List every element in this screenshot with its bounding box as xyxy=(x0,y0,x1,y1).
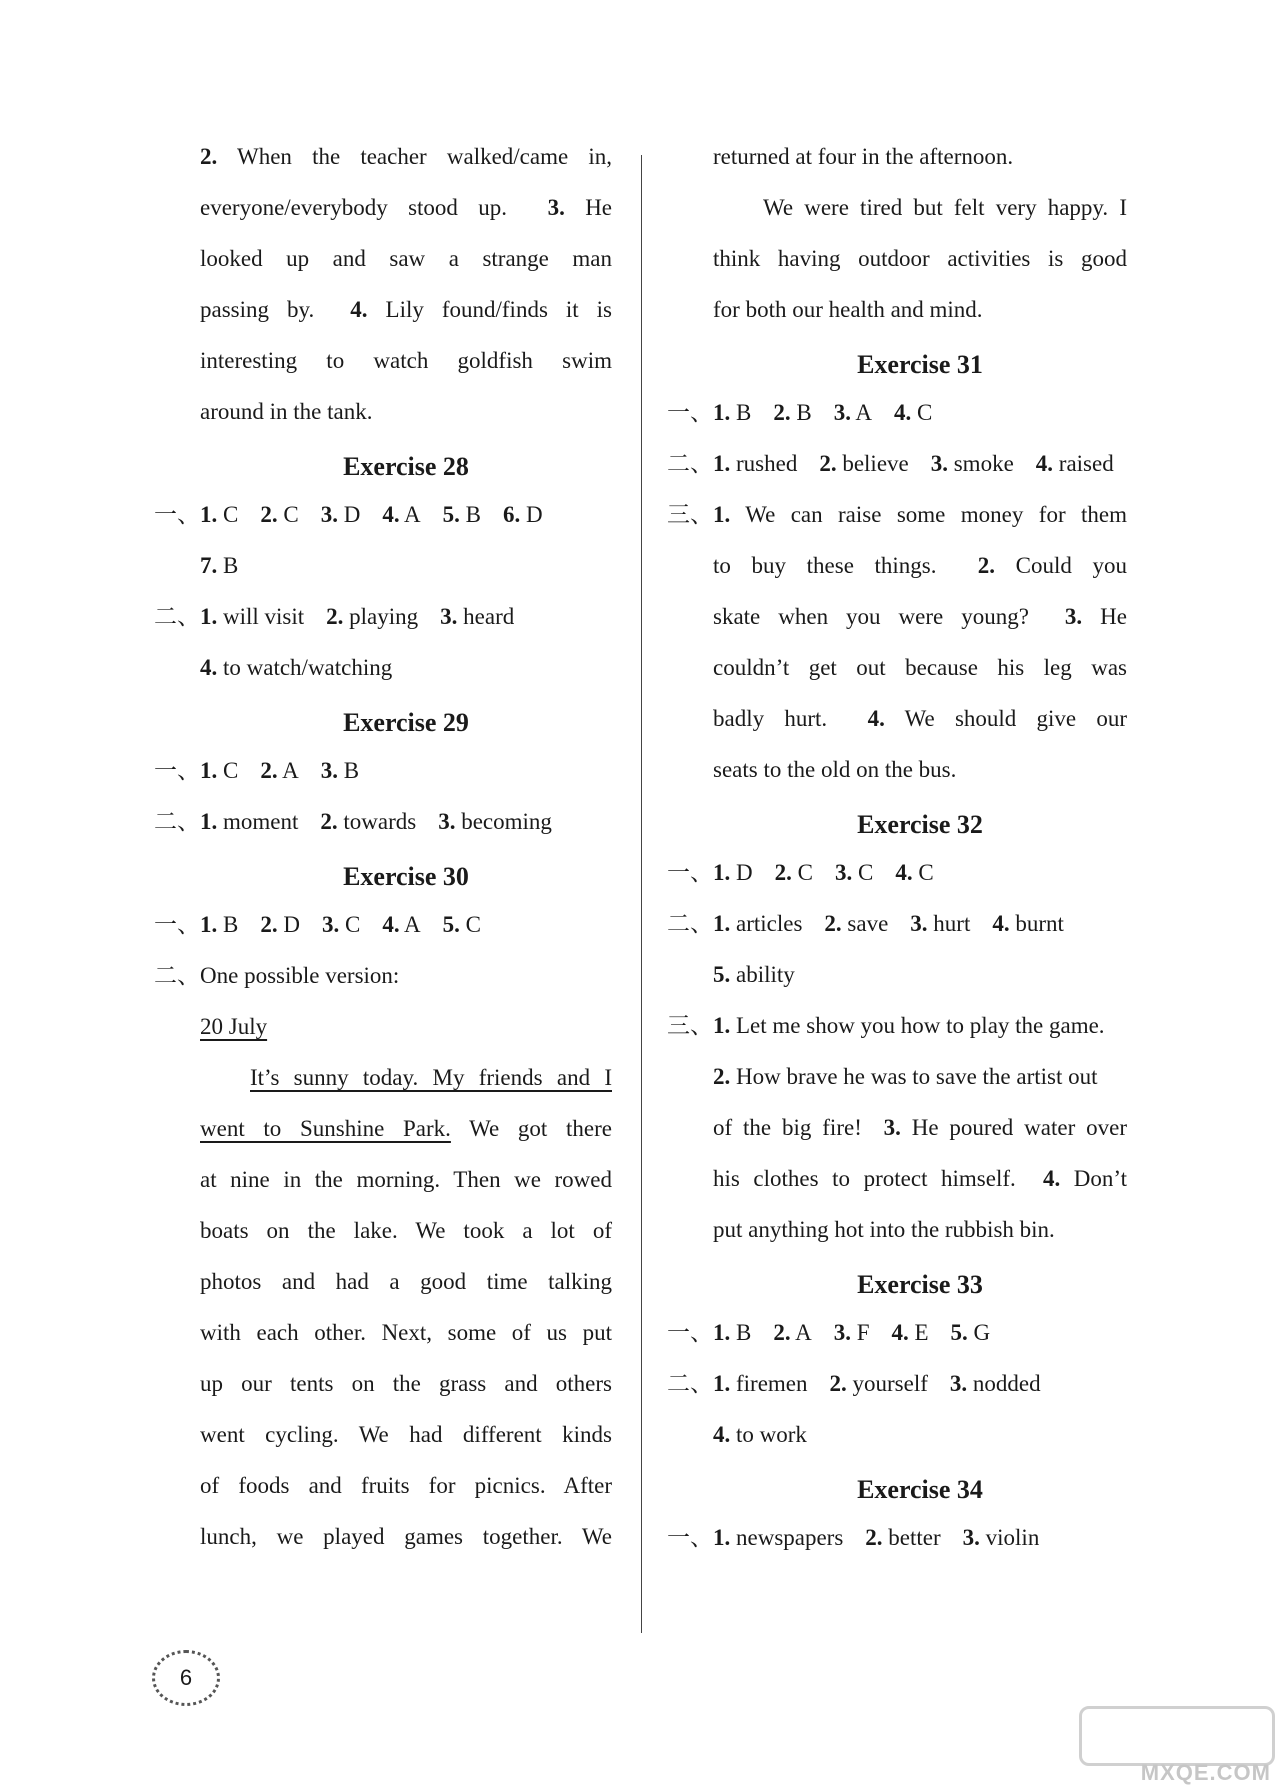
exercise-heading: Exercise 28 xyxy=(343,452,469,481)
text-line: 2. When the teacher walked/came in, xyxy=(200,144,612,169)
section-bullet: 二、 xyxy=(667,911,713,936)
section-bullet: 二、 xyxy=(154,963,200,988)
answer-row: 二、 1. firemen 2. yourself 3. nodded xyxy=(713,1358,1127,1409)
essay-line: with each other. Next, some of us put xyxy=(200,1320,612,1345)
answer-row: 7. B xyxy=(200,553,239,578)
answer-row: 一、 1. C 2. C 3. D 4. A 5. B 6. D xyxy=(200,489,612,540)
essay-line: went cycling. We had different kinds xyxy=(200,1422,612,1447)
section-bullet: 一、 xyxy=(154,912,200,937)
section-bullet: 二、 xyxy=(154,604,200,629)
right-column xyxy=(667,131,1128,1563)
exercise-heading: Exercise 31 xyxy=(857,350,983,379)
essay-line: of foods and fruits for picnics. After xyxy=(200,1473,612,1498)
answer-row: 5. ability xyxy=(713,962,795,987)
answer-line: 三、 1. Let me show you how to play the game. xyxy=(713,1000,1127,1051)
section-bullet: 二、 xyxy=(154,809,200,834)
answer-row: 二、 1. rushed 2. believe 3. smoke 4. raised xyxy=(713,438,1127,489)
section-bullet: 三、 xyxy=(667,502,713,527)
essay-line: for both our health and mind. xyxy=(713,297,983,322)
exercise-heading: Exercise 34 xyxy=(857,1475,983,1504)
section-bullet: 一、 xyxy=(154,758,200,783)
left-column xyxy=(154,131,613,1562)
essay-line: boats on the lake. We took a lot of xyxy=(200,1218,612,1243)
exercise-heading: Exercise 33 xyxy=(857,1270,983,1299)
answer-row: 二、 One possible version: xyxy=(200,950,612,1001)
section-bullet: 三、 xyxy=(667,1013,713,1038)
section-bullet: 二、 xyxy=(667,1371,713,1396)
answer-line: skate when you were young? 3. He xyxy=(713,604,1127,629)
essay-line: think having outdoor activities is good xyxy=(713,246,1127,271)
answer-row: 一、 1. B 2. A 3. F 4. E 5. G xyxy=(713,1307,1127,1358)
answer-row: 一、 1. newspapers 2. better 3. violin xyxy=(713,1512,1127,1563)
answer-line: badly hurt. 4. We should give our xyxy=(713,706,1127,731)
text-line: looked up and saw a strange man xyxy=(200,246,612,271)
answer-line: put anything hot into the rubbish bin. xyxy=(713,1217,1055,1242)
text-line: passing by. 4. Lily found/finds it is xyxy=(200,297,613,322)
answer-line: to buy these things. 2. Could you xyxy=(713,553,1127,578)
answer-line: of the big fire! 3. He poured water over xyxy=(713,1115,1127,1140)
answer-row: 二、 1. articles 2. save 3. hurt 4. burnt xyxy=(713,898,1127,949)
page-number-text: 6 xyxy=(179,1665,193,1690)
answer-line: 2. How brave he was to save the artist out xyxy=(713,1064,1098,1089)
watermark-icon xyxy=(1079,1706,1275,1766)
section-bullet: 一、 xyxy=(154,502,200,527)
exercise-heading: Exercise 30 xyxy=(343,862,469,891)
essay-line: went to Sunshine Park. We got there xyxy=(200,1116,612,1141)
essay-line: up our tents on the grass and others xyxy=(200,1371,612,1396)
section-bullet: 二、 xyxy=(667,451,713,476)
page-number xyxy=(152,1650,220,1706)
answer-row: 一、 1. D 2. C 3. C 4. C xyxy=(713,847,1127,898)
watermark-logo xyxy=(1085,1706,1275,1786)
essay-date: 20 July xyxy=(200,1014,268,1039)
section-bullet: 一、 xyxy=(667,400,713,425)
essay-line: photos and had a good time talking xyxy=(200,1269,612,1294)
answer-row: 4. to watch/watching xyxy=(200,655,393,680)
section-bullet: 一、 xyxy=(667,1525,713,1550)
essay-line: returned at four in the afternoon. xyxy=(713,144,1014,169)
answer-line: couldn’t get out because his leg was xyxy=(713,655,1127,680)
answer-row: 一、 1. B 2. D 3. C 4. A 5. C xyxy=(200,899,612,950)
essay-line: We were tired but felt very happy. I xyxy=(763,195,1127,220)
section-bullet: 一、 xyxy=(667,860,713,885)
answer-row: 二、 1. will visit 2. playing 3. heard xyxy=(200,591,612,642)
answer-row: 一、 1. B 2. B 3. A 4. C xyxy=(713,387,1127,438)
exercise-heading: Exercise 32 xyxy=(857,810,983,839)
exercise-heading: Exercise 29 xyxy=(343,708,469,737)
text-line: interesting to watch goldfish swim xyxy=(200,348,612,373)
answer-line: his clothes to protect himself. 4. Don’t xyxy=(713,1166,1128,1191)
section-bullet: 一、 xyxy=(667,1320,713,1345)
text-line: everyone/everybody stood up. 3. He xyxy=(200,195,613,220)
answer-row: 一、 1. C 2. A 3. B xyxy=(200,745,612,796)
essay-line: It’s sunny today. My friends and I xyxy=(250,1065,612,1090)
text-line: around in the tank. xyxy=(200,399,373,424)
answer-line: seats to the old on the bus. xyxy=(713,757,957,782)
column-divider xyxy=(641,155,642,1633)
essay-line: at nine in the morning. Then we rowed xyxy=(200,1167,612,1192)
answer-row: 二、 1. moment 2. towards 3. becoming xyxy=(200,796,612,847)
answer-row: 4. to work xyxy=(713,1422,807,1447)
answer-line: 三、 1. We can raise some money for them xyxy=(713,489,1127,540)
essay-line: lunch, we played games together. We xyxy=(200,1524,612,1549)
watermark-text: MXQE.COM xyxy=(1140,1760,1271,1785)
